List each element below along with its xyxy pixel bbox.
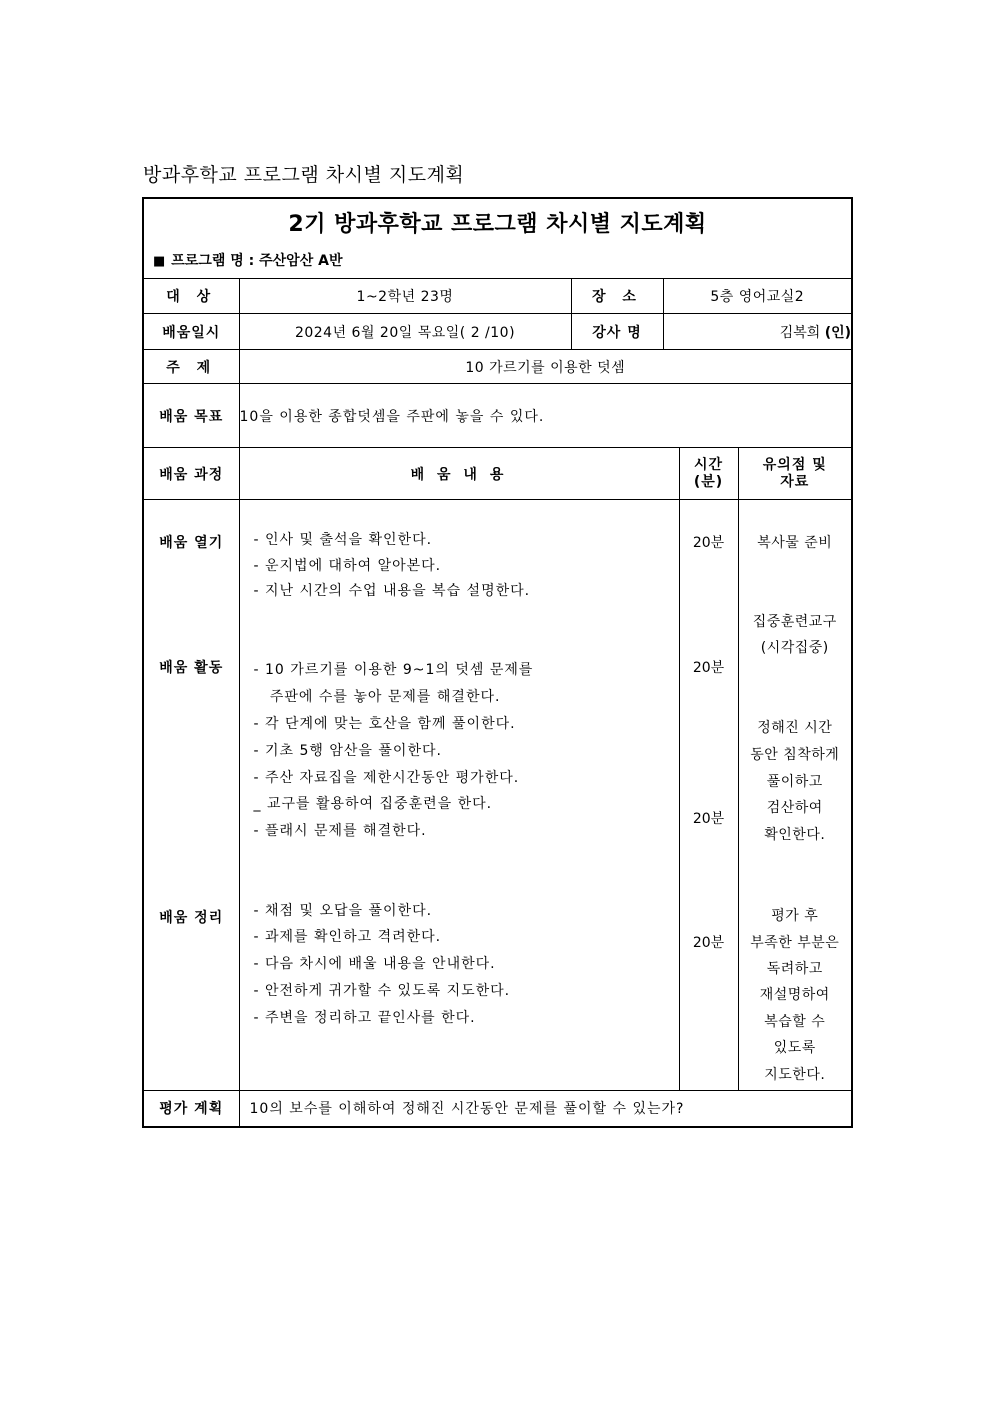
notes-column — [738, 500, 852, 1091]
list-item: _ 교구를 활용하여 집중훈련을 한다. — [253, 796, 493, 812]
list-item: - 다음 차시에 배울 내용을 안내한다. — [253, 956, 496, 972]
list-item: - 과제를 확인하고 격려한다. — [253, 929, 442, 945]
topic-value: 10 가르기를 이용한 덧셈 — [239, 350, 852, 384]
stage-wrapup: 배움 정리 — [159, 910, 224, 926]
target-label: 대 상 — [143, 279, 239, 314]
goal-label: 배움 목표 — [143, 384, 239, 448]
note-line: 복사물 준비 — [757, 535, 833, 551]
note-line: 확인한다. — [764, 827, 826, 843]
list-item: - 기초 5행 암산을 풀이한다. — [253, 743, 442, 759]
note-line: 집중훈련교구 — [752, 614, 837, 630]
list-item: - 지난 시간의 수업 내용을 복습 설명한다. — [253, 583, 531, 599]
evaluation-row — [143, 1091, 852, 1127]
lesson-body-row — [143, 500, 852, 1091]
program-label: 프로그램 명 : 주산암산 A반 — [171, 253, 343, 269]
plan-title: 2기 방과후학교 프로그램 차시별 지도계획 — [288, 212, 707, 237]
teacher-seal: (인) — [824, 324, 852, 341]
topic-row — [143, 350, 852, 384]
target-row — [143, 279, 852, 314]
target-value: 1~2학년 23명 — [239, 279, 571, 314]
list-item: - 안전하게 귀가할 수 있도록 지도한다. — [253, 983, 511, 999]
list-item: - 10 가르기를 이용한 9~1의 덧셈 문제를 — [253, 662, 534, 678]
document-caption: 방과후학교 프로그램 차시별 지도계획 — [143, 164, 465, 186]
stage-activity: 배움 활동 — [159, 660, 224, 676]
note-line: 검산하여 — [766, 800, 823, 816]
header-cell — [143, 198, 852, 279]
note-line: 동안 침착하게 — [750, 747, 840, 763]
evaluation-value: 10의 보수를 이해하여 정해진 시간동안 문제를 풀이할 수 있는가? — [239, 1091, 852, 1127]
notes-header — [738, 448, 852, 500]
program-name — [144, 238, 851, 278]
process-column — [143, 500, 239, 1091]
date-value: 2024년 6월 20일 목요일( 2 /10) — [239, 314, 571, 350]
process-header: 배움 과정 — [143, 448, 239, 500]
list-item: - 주산 자료집을 제한시간동안 평가한다. — [253, 770, 520, 786]
note-line: 복습할 수 — [764, 1014, 826, 1030]
goal-row — [143, 384, 852, 448]
square-bullet-icon: ■ — [153, 254, 166, 269]
date-row — [143, 314, 852, 350]
list-item: - 운지법에 대하여 알아본다. — [253, 558, 442, 574]
evaluation-label: 평가 계획 — [143, 1091, 239, 1127]
column-header-row — [143, 448, 852, 500]
note-line: 지도한다. — [764, 1067, 826, 1083]
teacher-label: 강사 명 — [571, 314, 663, 350]
content-column — [239, 500, 679, 1091]
teacher-name: 김복희 — [779, 324, 821, 341]
note-line: 재설명하여 — [759, 987, 830, 1003]
note-line: 평가 후 — [771, 908, 819, 924]
time-header — [679, 448, 738, 500]
time-opening: 20분 — [692, 535, 725, 551]
list-item: - 주변을 정리하고 끝인사를 한다. — [253, 1010, 476, 1026]
note-line: 풀이하고 — [766, 774, 823, 790]
title-row — [143, 198, 852, 279]
note-line: 부족한 부분은 — [750, 935, 840, 951]
time-column — [679, 500, 738, 1091]
stage-opening: 배움 열기 — [159, 535, 224, 551]
note-line: 있도록 — [773, 1040, 816, 1056]
topic-label: 주 제 — [143, 350, 239, 384]
note-line: 독려하고 — [766, 961, 823, 977]
notes-header-bottom: 자료 — [780, 473, 810, 490]
time-activity: 20분 — [692, 660, 725, 676]
note-line: (시각집중) — [760, 640, 829, 656]
content-header: 배 움 내 용 — [239, 448, 679, 500]
time-header-top: 시간 — [693, 456, 724, 473]
time-activity-2: 20분 — [692, 811, 725, 827]
time-wrapup: 20분 — [692, 935, 725, 951]
place-label: 장 소 — [571, 279, 663, 314]
list-item: 주판에 수를 놓아 문제를 해결한다. — [253, 689, 501, 705]
note-line: 정해진 시간 — [757, 720, 833, 736]
goal-value: 10을 이용한 종합덧셈을 주판에 놓을 수 있다. — [239, 384, 852, 448]
list-item: - 인사 및 출석을 확인한다. — [253, 532, 433, 548]
date-label: 배움일시 — [143, 314, 239, 350]
notes-header-top: 유의점 및 — [762, 456, 827, 473]
teacher-value — [663, 314, 852, 350]
list-item: - 각 단계에 맞는 호산을 함께 풀이한다. — [253, 716, 516, 732]
list-item: - 채점 및 오답을 풀이한다. — [253, 903, 433, 919]
lesson-plan-table — [142, 197, 853, 1128]
time-header-bottom: (분) — [693, 473, 724, 490]
list-item: - 플래시 문제를 해결한다. — [253, 823, 427, 839]
place-value: 5층 영어교실2 — [663, 279, 852, 314]
